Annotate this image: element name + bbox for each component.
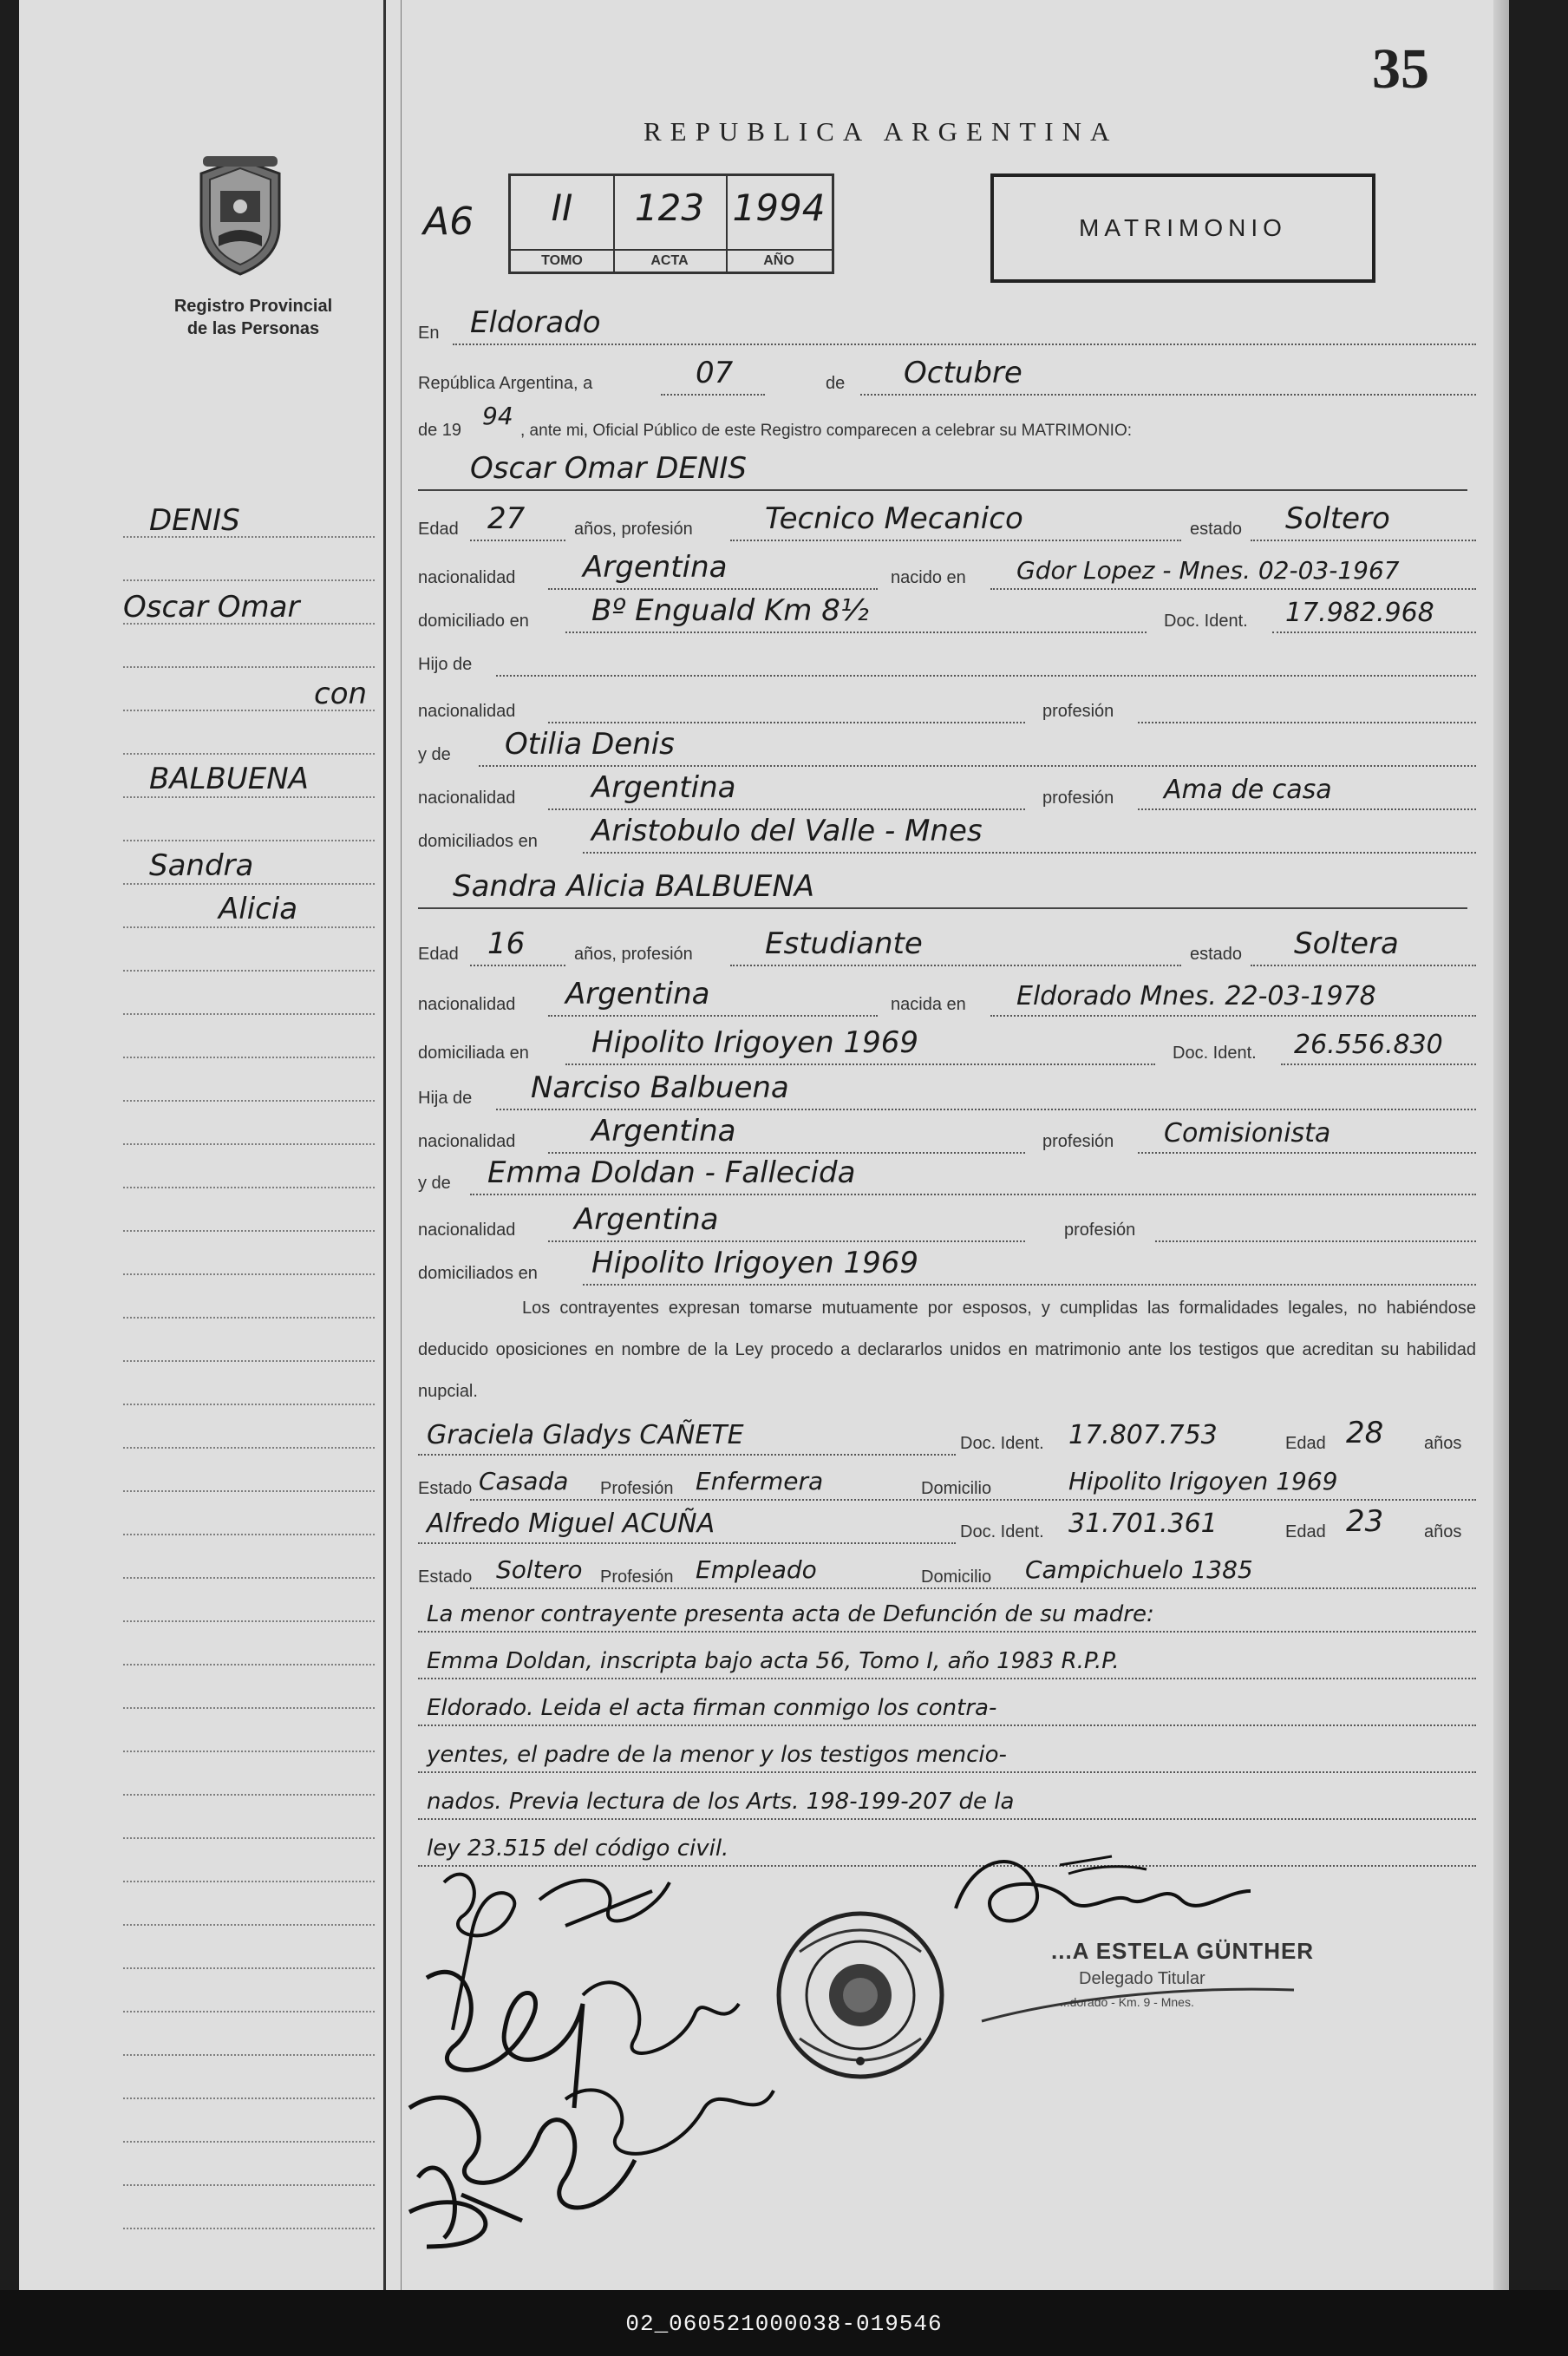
row-groom-father	[418, 635, 1476, 680]
bride-birth-line	[990, 1015, 1476, 1017]
bride-prof-label: años, profesión	[574, 945, 693, 964]
witness1-dom-label: Domicilio	[921, 1479, 992, 1498]
bride-age: 16	[487, 926, 526, 961]
margin-dotline	[123, 2228, 375, 2229]
groom-parents-address-line	[583, 852, 1476, 854]
groom-doc: 17.982.968	[1285, 598, 1434, 628]
note-line-4	[418, 1731, 1476, 1777]
groom-hijo-label: Hijo de	[418, 655, 473, 674]
declaration-text: Los contrayentes expresan tomarse mutuamente por esposos, y cumplidas las formalidades legales, no habiéndose deducido oposiciones en nombre de la Ley procedo a declararlos unidos en matrimonio ante los testigos que acreditan su habilidad nupcial.	[418, 1299, 1476, 1401]
note-text: ley 23.515 del código civil.	[427, 1836, 729, 1862]
groom-mother-line	[479, 765, 1476, 767]
month-value: Octubre	[904, 356, 1022, 390]
day-line	[661, 394, 765, 396]
groom-name-line	[418, 489, 1467, 491]
row-groom-mother	[418, 725, 1476, 770]
witness2-name-line	[418, 1542, 956, 1544]
margin-dotline	[123, 1577, 375, 1579]
margin-dotline	[123, 1534, 375, 1535]
witness2-profession: Empleado	[696, 1555, 817, 1584]
witness1-estado-label: Estado	[418, 1479, 473, 1498]
note-line-1	[418, 1591, 1476, 1636]
margin-dotline	[123, 970, 375, 972]
year-label: de 19	[418, 421, 462, 440]
margin-dotline	[123, 1924, 375, 1926]
witness2-anos-label: años	[1424, 1522, 1462, 1541]
note-text: nados. Previa lectura de los Arts. 198-199-207 de la	[427, 1789, 1015, 1815]
groom-mother-profession: Ama de casa	[1164, 775, 1332, 805]
bride-nationality: Argentina	[565, 977, 710, 1011]
bride-name: Sandra Alicia BALBUENA	[453, 869, 815, 904]
official-name: ...A ESTELA GÜNTHER	[1051, 1938, 1315, 1964]
witness2-name: Alfredo Miguel ACUÑA	[427, 1508, 715, 1539]
official-office: ...dorado - Km. 9 - Mnes.	[1060, 1995, 1194, 2009]
witness2-doc-label: Doc. Ident.	[960, 1522, 1044, 1541]
bride-address-line	[565, 1063, 1155, 1065]
groom-mother-nac-label: nacionalidad	[418, 789, 516, 808]
witness1-anos-label: años	[1424, 1434, 1462, 1453]
bride-nacida-label: nacida en	[891, 995, 966, 1014]
groom-yde-label: y de	[418, 745, 451, 764]
witness2-address: Campichuelo 1385	[1025, 1555, 1253, 1584]
margin-dotline	[123, 1794, 375, 1796]
margin-dotline	[123, 926, 375, 928]
bride-nat-line	[548, 1015, 878, 1017]
page-number: 35	[1372, 37, 1429, 101]
groom-edad-label: Edad	[418, 520, 459, 539]
groom-estado-line	[1251, 540, 1476, 541]
acta-cell	[613, 176, 728, 272]
witness1-details-line	[470, 1499, 1476, 1501]
margin-dotline	[123, 1013, 375, 1015]
de-label: de	[826, 374, 846, 393]
note-text: La menor contrayente presenta acta de Defunción de su madre:	[427, 1601, 1154, 1627]
registry-label-line1: Registro Provincial	[173, 297, 333, 316]
witness2-prof-label: Profesión	[600, 1567, 674, 1587]
groom-civil-status: Soltero	[1285, 501, 1390, 536]
groom-father-prof-label: profesión	[1042, 702, 1114, 721]
margin-dotline	[123, 1317, 375, 1319]
bride-father-nac-label: nacionalidad	[418, 1132, 516, 1151]
row-groom-address	[418, 592, 1476, 637]
bride-address: Hipolito Irigoyen 1969	[591, 1025, 918, 1060]
groom-mother-prof-label: profesión	[1042, 789, 1114, 808]
row-witness2-details	[418, 1548, 1476, 1593]
note-line-rule	[418, 1724, 1476, 1726]
bride-father-line	[496, 1109, 1476, 1110]
groom-parents-dom-label: domiciliados en	[418, 832, 538, 851]
groom-birthplace: Gdor Lopez - Mnes. 02-03-1967	[1016, 556, 1400, 585]
groom-birth-line	[990, 588, 1476, 590]
bride-parents-address: Hipolito Irigoyen 1969	[591, 1246, 918, 1280]
witness1-prof-label: Profesión	[600, 1479, 674, 1498]
bride-mother-prof-line	[1155, 1240, 1476, 1242]
bride-mother-nationality: Argentina	[574, 1202, 719, 1237]
margin-dotline	[123, 1837, 375, 1839]
bride-mother-nac-label: nacionalidad	[418, 1221, 516, 1240]
groom-mother: Otilia Denis	[505, 727, 675, 762]
margin-dotline	[123, 2141, 375, 2143]
margin-dotline	[123, 1404, 375, 1405]
day-value: 07	[696, 356, 734, 390]
margin-dotline	[123, 1707, 375, 1709]
row-bride-nat	[418, 975, 1476, 1020]
bride-parents-dom-label: domiciliados en	[418, 1264, 538, 1283]
margin-note-bride-surname: BALBUENA	[149, 762, 309, 796]
registry-label	[132, 295, 375, 340]
margin-dotline	[123, 1057, 375, 1058]
margin-dotline	[123, 1490, 375, 1492]
note-line-2	[418, 1638, 1476, 1683]
row-witness1	[418, 1414, 1476, 1459]
record-type-box: MATRIMONIO	[990, 173, 1375, 283]
bride-profession: Estudiante	[765, 926, 923, 961]
row-groom-father-nat	[418, 682, 1476, 727]
bride-age-line	[470, 965, 565, 966]
margin-dotline	[123, 1664, 375, 1666]
acta-caption: ACTA	[613, 249, 726, 272]
groom-mother-prof-line	[1138, 808, 1476, 810]
groom-dom-label: domiciliado en	[418, 612, 529, 631]
bride-father-prof-label: profesión	[1042, 1132, 1114, 1151]
row-bride-mother	[418, 1154, 1476, 1199]
witness1-edad-label: Edad	[1285, 1434, 1326, 1453]
place-line	[453, 344, 1476, 345]
row-year	[418, 401, 1476, 446]
year-suffix: 94	[482, 402, 513, 430]
bride-nac-label: nacionalidad	[418, 995, 516, 1014]
groom-father-nac-label: nacionalidad	[418, 702, 516, 721]
groom-nac-label: nacionalidad	[418, 568, 516, 587]
witness2-dom-label: Domicilio	[921, 1567, 992, 1587]
margin-dotline	[123, 1230, 375, 1232]
registry-stamp-icon	[774, 1908, 947, 2082]
note-line-rule	[418, 1771, 1476, 1773]
groom-parents-address: Aristobulo del Valle - Mnes	[591, 814, 983, 848]
groom-doc-line	[1272, 632, 1476, 633]
margin-dotline	[123, 1273, 375, 1275]
bride-edad-label: Edad	[418, 945, 459, 964]
republica-label: República Argentina, a	[418, 374, 593, 393]
bride-father-profession: Comisionista	[1164, 1118, 1331, 1149]
note-text: Emma Doldan, inscripta bajo acta 56, Tomo I, año 1983 R.P.P.	[427, 1648, 1120, 1674]
margin-dotline	[123, 579, 375, 581]
margin-dotline	[123, 1360, 375, 1362]
anio-caption: AÑO	[726, 249, 832, 272]
margin-dotline	[123, 1143, 375, 1145]
bride-doc-line	[1281, 1063, 1476, 1065]
place-value: Eldorado	[470, 305, 601, 340]
bride-civil-status: Soltera	[1294, 926, 1399, 961]
witness2-civil-status: Soltero	[496, 1555, 583, 1584]
witness1-doc-label: Doc. Ident.	[960, 1434, 1044, 1453]
margin-dotline	[123, 883, 375, 885]
country-title: REPUBLICA ARGENTINA	[644, 116, 1119, 147]
contracting-parties-signatures	[392, 1848, 800, 2255]
note-line-5	[418, 1778, 1476, 1823]
row-bride-parents-address	[418, 1244, 1476, 1289]
bride-dom-label: domiciliada en	[418, 1044, 529, 1063]
note-text: Eldorado. Leida el acta firman conmigo los contra-	[427, 1695, 997, 1721]
note-line-rule	[418, 1678, 1476, 1679]
left-margin	[19, 0, 383, 2290]
bride-mother-prof-label: profesión	[1064, 1221, 1136, 1240]
margin-note-con: con	[314, 677, 368, 711]
groom-father-prof-line	[1138, 722, 1476, 723]
row-bride-father-nat	[418, 1112, 1476, 1157]
witness1-name-line	[418, 1454, 956, 1456]
groom-name: Oscar Omar DENIS	[470, 451, 747, 486]
witness1-doc: 17.807.753	[1068, 1420, 1218, 1450]
margin-dotline	[123, 1620, 375, 1622]
note-line-rule	[418, 1631, 1476, 1633]
groom-age: 27	[487, 501, 526, 536]
margin-dotline	[123, 1881, 375, 1882]
bride-birthplace: Eldorado Mnes. 22-03-1978	[1016, 981, 1376, 1011]
bride-hija-label: Hija de	[418, 1089, 473, 1108]
witness1-civil-status: Casada	[479, 1467, 569, 1495]
margin-note-given: Oscar Omar	[123, 590, 300, 625]
row-date	[418, 354, 1476, 399]
book-spine-shadow	[1493, 0, 1509, 2290]
row-bride-mother-nat	[418, 1201, 1476, 1246]
note-line-3	[418, 1685, 1476, 1730]
register-page	[19, 0, 1509, 2290]
official-title: Delegado Titular	[1079, 1969, 1205, 1988]
groom-address-line	[565, 632, 1147, 633]
witness2-estado-label: Estado	[418, 1567, 473, 1587]
bride-estado-label: estado	[1190, 945, 1243, 964]
groom-age-line	[470, 540, 565, 541]
volume-box	[508, 173, 834, 274]
margin-dotline	[123, 1751, 375, 1752]
tomo-cell	[511, 176, 615, 272]
row-place	[418, 304, 1476, 349]
row-witness1-details	[418, 1459, 1476, 1504]
margin-note-bride-given: Sandra	[149, 848, 254, 883]
row-groom-age	[418, 500, 1476, 545]
groom-estado-label: estado	[1190, 520, 1243, 539]
bride-mother-nat-line	[548, 1240, 1025, 1242]
margin-note-bride-middle: Alicia	[219, 892, 298, 926]
margin-dotline	[123, 796, 375, 798]
margin-dotline	[123, 753, 375, 755]
row-bride-father	[418, 1069, 1476, 1114]
witness2-details-line	[470, 1587, 1476, 1589]
bride-mother: Emma Doldan - Fallecida	[487, 1155, 856, 1190]
margin-rule	[383, 0, 386, 2290]
bride-prof-line	[730, 965, 1181, 966]
groom-mother-nationality: Argentina	[591, 770, 736, 805]
margin-dotline	[123, 2054, 375, 2056]
margin-dotline	[123, 1447, 375, 1449]
volume-prefix: A6	[423, 200, 474, 244]
groom-doc-label: Doc. Ident.	[1164, 612, 1248, 631]
scan-footer-code: 02_060521000038-019546	[625, 2311, 943, 2337]
witness1-address: Hipolito Irigoyen 1969	[1068, 1467, 1338, 1495]
groom-nationality: Argentina	[583, 550, 728, 585]
bride-father: Narciso Balbuena	[531, 1070, 789, 1105]
bride-yde-label: y de	[418, 1174, 451, 1193]
groom-profession: Tecnico Mecanico	[765, 501, 1023, 536]
intro-text: , ante mi, Oficial Público de este Registro comparecen a celebrar su MATRIMONIO:	[520, 422, 1133, 440]
bride-doc-label: Doc. Ident.	[1173, 1044, 1257, 1063]
registry-label-line2: de las Personas	[186, 319, 320, 338]
witness1-age: 28	[1346, 1416, 1384, 1450]
note-line-rule	[418, 1818, 1476, 1820]
bride-estado-line	[1251, 965, 1476, 966]
row-bride-address	[418, 1024, 1476, 1069]
row-bride-age	[418, 925, 1476, 970]
official-stamp-underline	[973, 1978, 1303, 2030]
margin-dotline	[123, 840, 375, 841]
row-groom-nat	[418, 548, 1476, 593]
groom-prof-label: años, profesión	[574, 520, 693, 539]
official-signature	[938, 1839, 1285, 1943]
row-groom-mother-nat	[418, 769, 1476, 814]
witness1-profession: Enfermera	[696, 1467, 824, 1495]
margin-dotline	[123, 2011, 375, 2012]
groom-father-nat-line	[548, 722, 1025, 723]
margin-dotline	[123, 1187, 375, 1188]
note-text: yentes, el padre de la menor y los testigos mencio-	[427, 1742, 1007, 1768]
margin-dotline	[123, 666, 375, 668]
anio-value: 1994	[732, 187, 826, 229]
en-label: En	[418, 324, 440, 343]
anio-cell	[726, 176, 832, 272]
groom-father-line	[496, 675, 1476, 677]
margin-dotline	[123, 1100, 375, 1102]
groom-address: Bº Enguald Km 8½	[591, 593, 869, 628]
acta-value: 123	[634, 187, 705, 229]
bride-mother-line	[470, 1194, 1476, 1195]
row-groom-parents-address	[418, 812, 1476, 857]
row-groom-name	[418, 449, 1476, 494]
row-witness2	[418, 1502, 1476, 1548]
bride-father-nationality: Argentina	[591, 1114, 736, 1149]
month-line	[860, 394, 1476, 396]
groom-nacido-label: nacido en	[891, 568, 966, 587]
witness2-doc: 31.701.361	[1068, 1508, 1218, 1539]
margin-dotline	[123, 2184, 375, 2186]
witness1-name: Graciela Gladys CAÑETE	[427, 1420, 744, 1450]
groom-mother-nat-line	[548, 808, 1025, 810]
margin-note-surname: DENIS	[149, 503, 240, 538]
bride-name-line	[418, 907, 1467, 909]
witness2-edad-label: Edad	[1285, 1522, 1326, 1541]
bride-doc: 26.556.830	[1294, 1030, 1443, 1060]
groom-nat-line	[548, 588, 878, 590]
bride-parents-address-line	[583, 1284, 1476, 1286]
witness2-age: 23	[1346, 1504, 1384, 1539]
row-bride-name	[418, 867, 1476, 913]
margin-dotline	[123, 1967, 375, 1969]
tomo-caption: TOMO	[511, 249, 613, 272]
provincial-crest-icon	[193, 156, 288, 278]
tomo-value: II	[551, 187, 573, 229]
margin-dotline	[123, 2097, 375, 2099]
groom-prof-line	[730, 540, 1181, 541]
